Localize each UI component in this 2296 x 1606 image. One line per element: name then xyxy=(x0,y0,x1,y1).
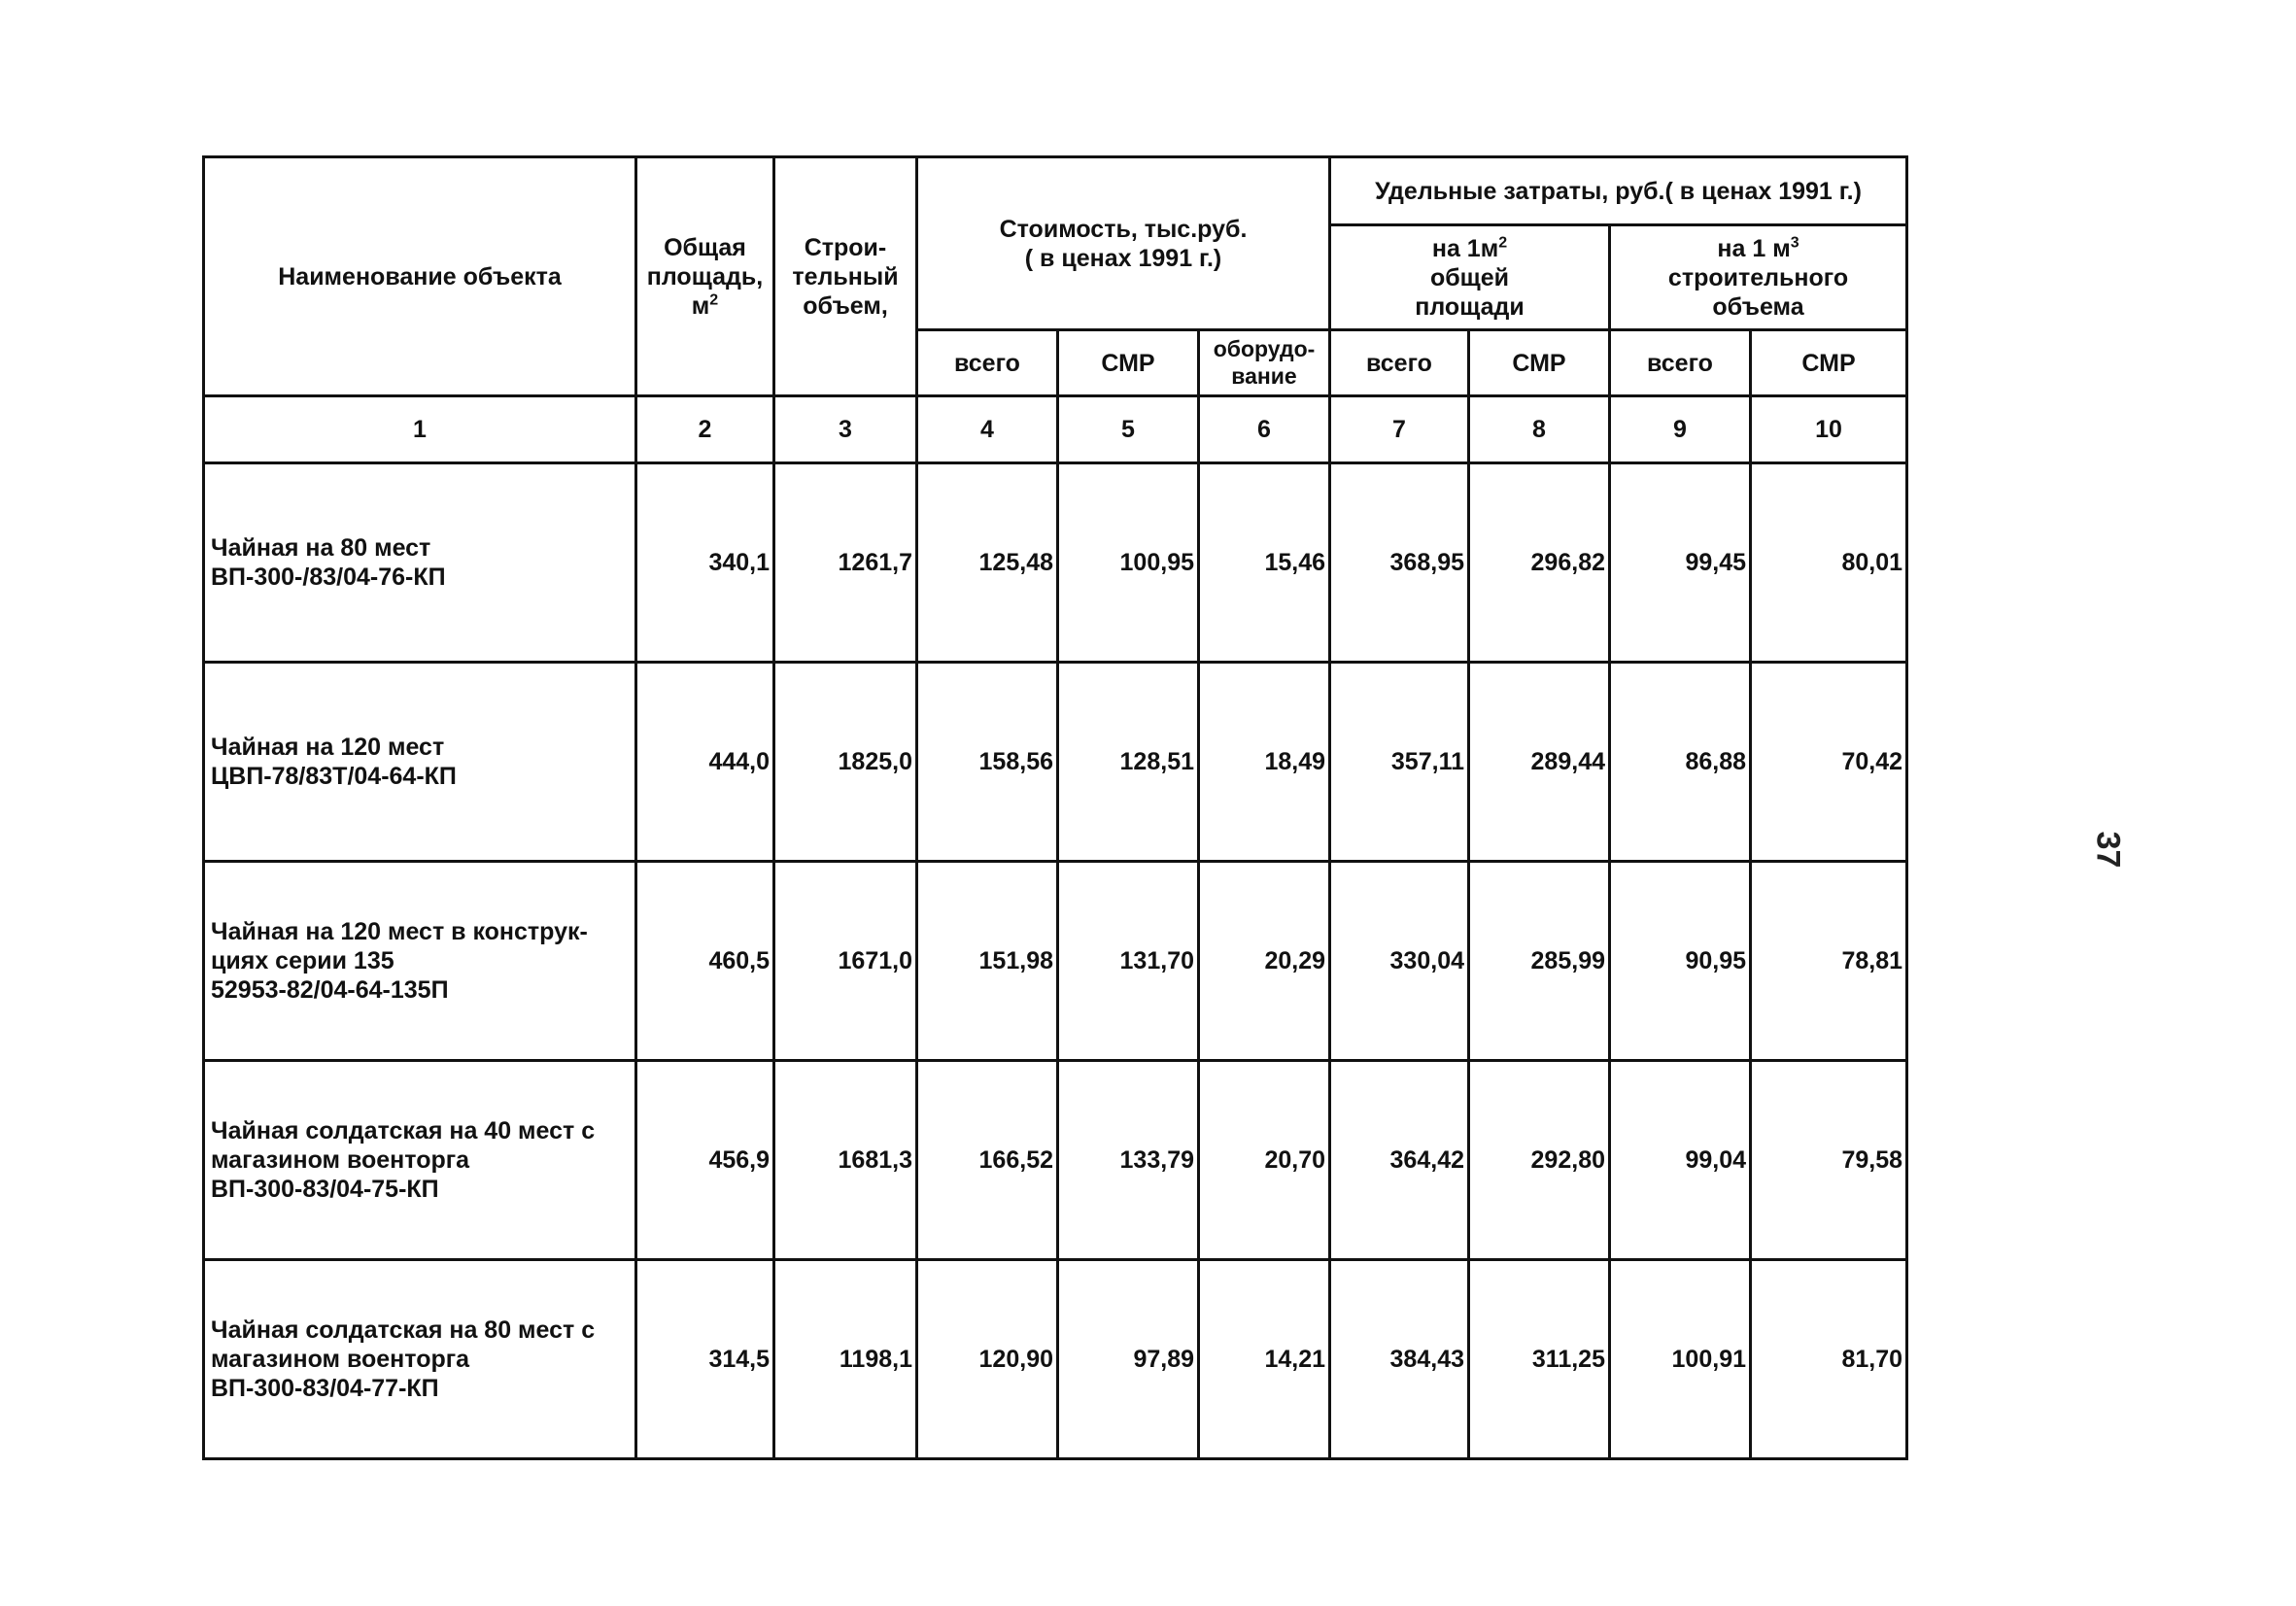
column-number: 4 xyxy=(917,396,1058,463)
cell-cost-equipment: 14,21 xyxy=(1199,1260,1330,1459)
cell-cost-smr: 97,89 xyxy=(1058,1260,1199,1459)
cell-volume: 1825,0 xyxy=(774,663,917,862)
cell-area-total: 357,11 xyxy=(1330,663,1469,862)
header-cost-group: Стоимость, тыс.руб. ( в ценах 1991 г.) xyxy=(917,157,1330,330)
column-number: 8 xyxy=(1469,396,1610,463)
table-row xyxy=(204,862,1907,1061)
column-number: 1 xyxy=(204,396,636,463)
cell-cost-equipment: 18,49 xyxy=(1199,663,1330,862)
header-unit-volume-smr: СМР xyxy=(1751,330,1907,396)
column-number: 3 xyxy=(774,396,917,463)
cell-area-total: 330,04 xyxy=(1330,862,1469,1061)
cell-volume-smr: 81,70 xyxy=(1751,1260,1907,1459)
header-volume: Строи- тельный объем, xyxy=(774,157,917,396)
cell-area: 314,5 xyxy=(636,1260,774,1459)
cell-volume-smr: 79,58 xyxy=(1751,1061,1907,1260)
cell-cost-total: 151,98 xyxy=(917,862,1058,1061)
column-number: 9 xyxy=(1610,396,1751,463)
cell-cost-equipment: 20,29 xyxy=(1199,862,1330,1061)
object-name: Чайная на 120 мест в конструк- циях серии 135 52953-82/04-64-135П xyxy=(204,862,636,1061)
header-unit-group: Удельные затраты, руб.( в ценах 1991 г.) xyxy=(1330,157,1907,225)
cell-area-smr: 289,44 xyxy=(1469,663,1610,862)
cell-cost-smr: 133,79 xyxy=(1058,1061,1199,1260)
column-number: 10 xyxy=(1751,396,1907,463)
cost-table xyxy=(202,155,1908,1460)
cell-volume-smr: 78,81 xyxy=(1751,862,1907,1061)
column-number: 7 xyxy=(1330,396,1469,463)
header-unit-area-smr: СМР xyxy=(1469,330,1610,396)
table-row xyxy=(204,663,1907,862)
cell-area-smr: 296,82 xyxy=(1469,463,1610,663)
cell-area: 460,5 xyxy=(636,862,774,1061)
header-cost-total: всего xyxy=(917,330,1058,396)
header-cost-equipment: оборудо-вание xyxy=(1199,330,1330,396)
header-unit-volume-total: всего xyxy=(1610,330,1751,396)
table-row xyxy=(204,1061,1907,1260)
page-number: 37 xyxy=(2089,831,2127,869)
object-name: Чайная солдатская на 40 мест с магазином военторга ВП-300-83/04-75-КП xyxy=(204,1061,636,1260)
object-name: Чайная на 120 мест ЦВП-78/83Т/04-64-КП xyxy=(204,663,636,862)
cell-volume-total: 100,91 xyxy=(1610,1260,1751,1459)
cell-cost-smr: 100,95 xyxy=(1058,463,1199,663)
cell-volume: 1261,7 xyxy=(774,463,917,663)
cell-volume-smr: 80,01 xyxy=(1751,463,1907,663)
cell-cost-equipment: 20,70 xyxy=(1199,1061,1330,1260)
cell-area-total: 368,95 xyxy=(1330,463,1469,663)
cell-cost-equipment: 15,46 xyxy=(1199,463,1330,663)
header-cost-smr: СМР xyxy=(1058,330,1199,396)
object-name: Чайная на 80 мест ВП-300-/83/04-76-КП xyxy=(204,463,636,663)
cell-area-total: 384,43 xyxy=(1330,1260,1469,1459)
cell-volume: 1681,3 xyxy=(774,1061,917,1260)
cell-cost-total: 125,48 xyxy=(917,463,1058,663)
header-unit-area-total: всего xyxy=(1330,330,1469,396)
object-name: Чайная солдатская на 80 мест с магазином военторга ВП-300-83/04-77-КП xyxy=(204,1260,636,1459)
table-row xyxy=(204,1260,1907,1459)
column-number: 2 xyxy=(636,396,774,463)
column-number-row xyxy=(204,396,1907,463)
cell-volume: 1671,0 xyxy=(774,862,917,1061)
table-row xyxy=(204,463,1907,663)
header-per-area: на $1м^2$ общей площади xyxy=(1330,225,1610,330)
cell-cost-total: 166,52 xyxy=(917,1061,1058,1260)
header-row-1 xyxy=(204,157,1907,225)
header-name: Наименование объекта xyxy=(204,157,636,396)
cell-cost-total: 120,90 xyxy=(917,1260,1058,1459)
cell-area-smr: 285,99 xyxy=(1469,862,1610,1061)
cell-cost-smr: 131,70 xyxy=(1058,862,1199,1061)
cell-volume-total: 99,45 xyxy=(1610,463,1751,663)
cell-area-total: 364,42 xyxy=(1330,1061,1469,1260)
cell-area-smr: 311,25 xyxy=(1469,1260,1610,1459)
cell-volume-total: 90,95 xyxy=(1610,862,1751,1061)
column-number: 5 xyxy=(1058,396,1199,463)
cell-area: 340,1 xyxy=(636,463,774,663)
cell-volume-total: 99,04 xyxy=(1610,1061,1751,1260)
cell-cost-smr: 128,51 xyxy=(1058,663,1199,862)
cell-volume: 1198,1 xyxy=(774,1260,917,1459)
cell-volume-smr: 70,42 xyxy=(1751,663,1907,862)
cell-area-smr: 292,80 xyxy=(1469,1061,1610,1260)
cell-volume-total: 86,88 xyxy=(1610,663,1751,862)
cell-area: 456,9 xyxy=(636,1061,774,1260)
cell-cost-total: 158,56 xyxy=(917,663,1058,862)
column-number: 6 xyxy=(1199,396,1330,463)
header-area: Общая площадь, $м^2$ xyxy=(636,157,774,396)
cell-area: 444,0 xyxy=(636,663,774,862)
header-per-volume: на 1 $м^3$ строительного объема xyxy=(1610,225,1907,330)
